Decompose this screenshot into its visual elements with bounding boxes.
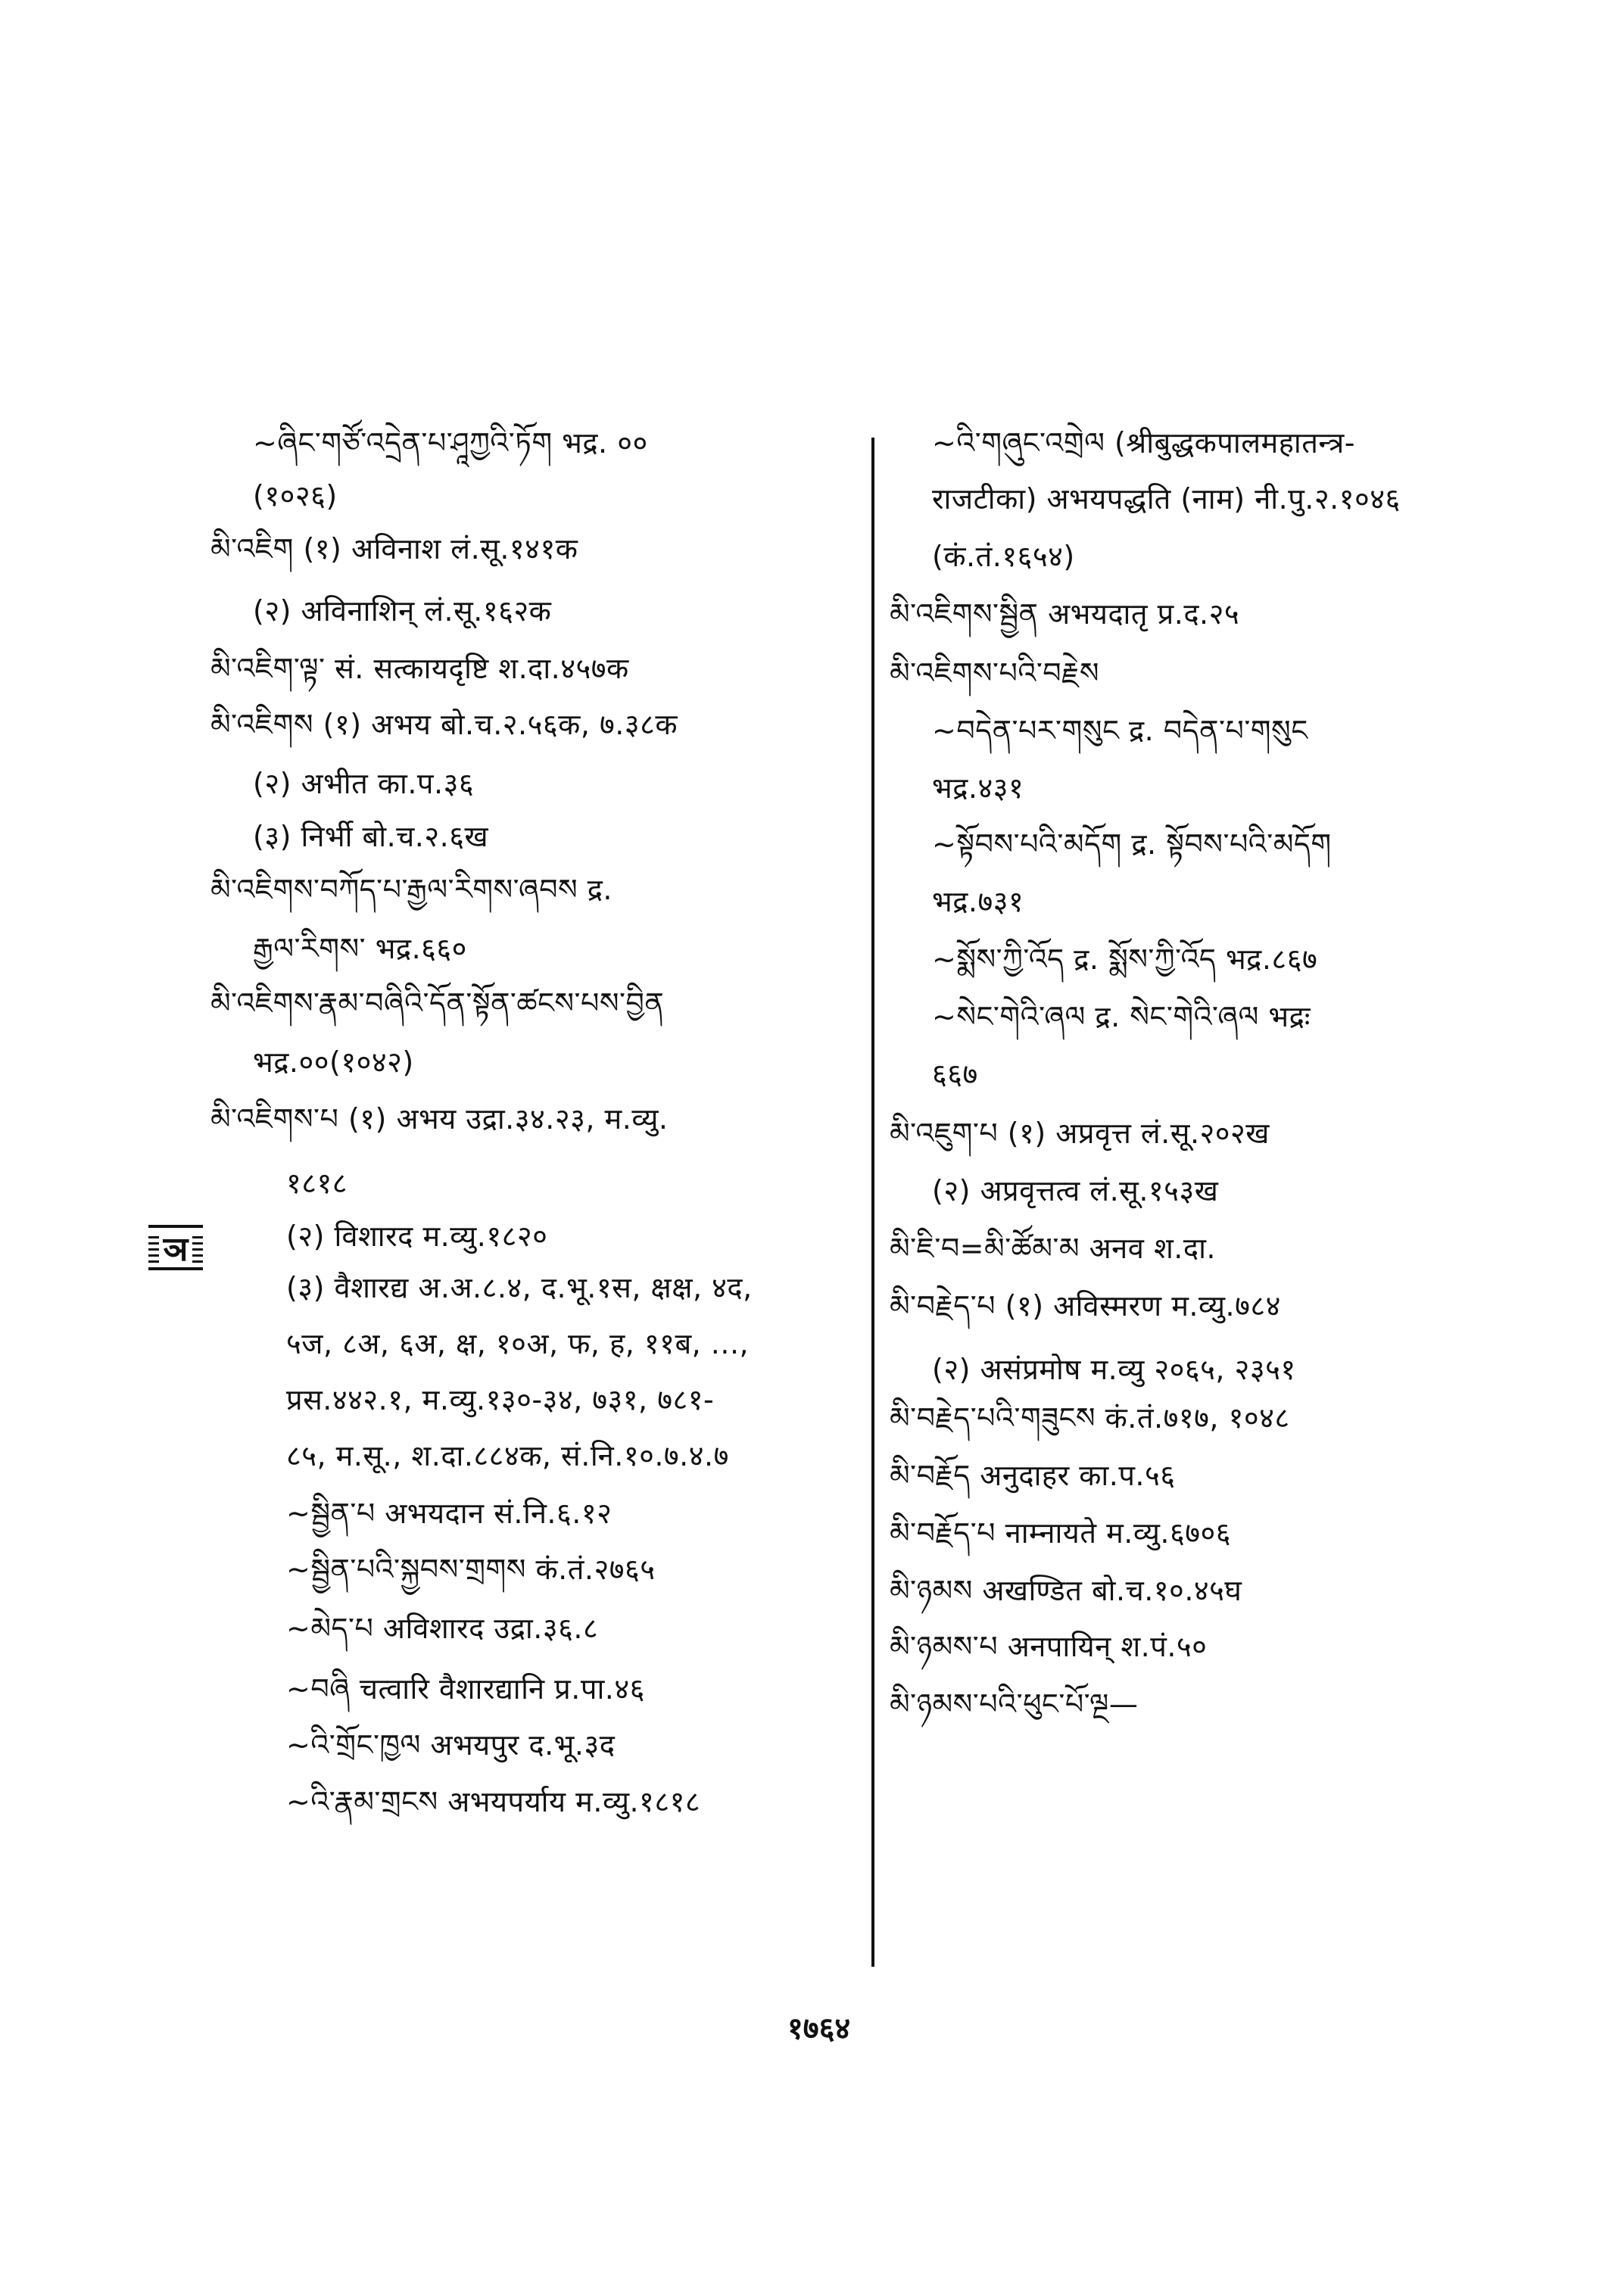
dictionary-entry-line: ८५, म.सू., श.दा.८८४क, सं.नि.१०.७.४.७ (286, 1439, 729, 1472)
dictionary-entry-line: (२) विशारद म.व्यु.१८२० (286, 1220, 548, 1253)
dictionary-entry-line: མི་འཇིགས་སྦྱིན अभयदातृ प्र.द.२५ (890, 597, 1240, 631)
dictionary-entry-line: མི་ཉམས अखण्डित बो.च.१०.४५घ (890, 1574, 1242, 1607)
dictionary-entry-line: (२) अविनाशिन् लं.सू.१६२क (253, 594, 552, 628)
dictionary-entry-line: भद्र.४३१ (932, 771, 1024, 805)
dictionary-entry-line: १८१८ (286, 1167, 348, 1200)
dictionary-entry-line: རྒྱལ་རིགས་ भद्र.६६० (253, 932, 467, 965)
dictionary-entry-line: ~སྟོབས་པའི་མདོག द्र. སྟོབས་པའི་མདོག (932, 827, 1332, 861)
dictionary-entry-line: མི་ཉམས་པ अनपायिन् श.पं.५० (890, 1630, 1208, 1663)
dictionary-entry-line: ~འི་གྲོང་ཁྱལ अभयपुर द.भू.३द (286, 1728, 616, 1762)
dictionary-entry-line: भद्र.००(१०४२) (253, 1045, 414, 1079)
dictionary-entry-line: ~འི་རྣམ་གྲངས अभयपर्याय म.व्यु.१८१८ (286, 1785, 701, 1818)
dictionary-entry-line: མི་བརྗེད་པའི་གཟུངས कं.तं.७१७, १०४८ (890, 1401, 1290, 1435)
dictionary-entry-line: ~སྦྱིན་པའི་སྐྱབས་གྲགས कं.तं.२७६५ (286, 1553, 656, 1586)
dictionary-entry-line: ~བཞི चत्वारि वैशारद्यानि प्र.पा.४६ (286, 1672, 645, 1706)
dictionary-entry-line: राजटीका) अभयपद्धति (नाम) नी.पु.२.१०४६ (932, 482, 1401, 516)
dictionary-entry-line: (१०२६) (253, 479, 338, 512)
dictionary-entry-line: མི་འཇིགས་པ (१) अभय उद्रा.३४.२३, म.व्यु. (210, 1102, 669, 1136)
dictionary-entry-line: ~བདེན་པར་གསུང द्र. བདེན་པ་གསུང (932, 714, 1308, 747)
dictionary-entry-line: མི་འཇིགས (१) अभय बो.च.२.५६क, ७.३८क (210, 708, 678, 741)
dictionary-entry-line: ~སྦྱིན་པ अभयदान सं.नि.६.१२ (286, 1497, 613, 1530)
page-number: १७६४ (787, 2011, 851, 2046)
dictionary-entry-line: མི་འཇིགས་རྣམ་བཞིའི་དོན་སྟོན་ཚངས་པས་བྱིན (210, 986, 665, 1020)
dictionary-entry-line: (३) निर्भी बो.च.२.६ख (253, 820, 489, 853)
dictionary-entry-line: (कं.तं.१६५४) (932, 540, 1075, 573)
dictionary-entry-line: མི་འཇིགས་པའི་བརྗེས (890, 656, 1099, 690)
dictionary-entry-line: भद्र.७३१ (932, 885, 1024, 918)
dictionary-entry-line: མི་བརྗེད་པ (१) अविस्मरण म.व्यु.७८४ (890, 1289, 1281, 1323)
dictionary-entry-line: མི་བརྗོད अनुदाहर का.प.५६ (890, 1459, 1176, 1492)
dictionary-entry-line: (२) अप्रवृत्तत्व लं.सू.१५३ख (932, 1174, 1219, 1207)
dictionary-entry-line: མི་ཉམས་པའི་ཕུང་པོ་ལྔ— (890, 1687, 1139, 1721)
dictionary-entry-line: ~འི་གཞུང་འགྲེལ (श्रीबुद्धकपालमहातन्त्र- (932, 426, 1355, 460)
dictionary-entry-line: མི་བརྗོད་པ नाम्नायते म.व्यु.६७०६ (890, 1516, 1232, 1550)
dictionary-entry-line: མི་འཇུག་པ (१) अप्रवृत्त लं.सू.२०२ख (890, 1117, 1270, 1150)
margin-letter-tab: ञ (148, 1225, 203, 1270)
dictionary-entry-line: (२) अभीत का.प.३६ (253, 767, 475, 800)
dictionary-entry-line: ~མེད་པ अविशारद उद्रा.३६.८ (286, 1612, 599, 1645)
dictionary-entry-line: མི་ཇི་བ=མི་ཚོམ་མ अनव श.दा. (890, 1232, 1216, 1265)
dictionary-entry-line: མི་འཇིག་ལྟ་ सं. सत्कायदृष्टि श.दा.४५७क (210, 652, 629, 685)
dictionary-entry-line: ~ཞིང་གཙོ་འདྲེན་པ་ཤཱཀྱའི་ཏོག भद्र. ०० (253, 426, 648, 460)
dictionary-entry-line: प्रस.४४२.१, म.व्यु.१३०-३४, ७३१, ७८१- (286, 1383, 715, 1416)
dictionary-entry-line: ५ज, ८अ, ६अ, क्ष, १०अ, फ, ह, ११ब, ..., (286, 1327, 750, 1360)
dictionary-entry-line: མི་འཇིགས་བཀོད་པ་རྒྱལ་རིགས་ཞབས द्र. (210, 873, 613, 906)
dictionary-entry-line: (३) वैशारद्य अ.अ.८.४, द.भू.१स, क्षक्ष, ४द, (286, 1271, 753, 1304)
column-divider (871, 438, 874, 1967)
dictionary-entry-line: (२) असंप्रमोष म.व्यु २०६५, २३५१ (932, 1353, 1296, 1386)
dictionary-entry-line: མི་འཇིག (१) अविनाश लं.सू.१४१क (210, 532, 578, 565)
dictionary-entry-line: ~སྨོས་ཀྱི་འོད द्र. སྨོས་ཀྱི་འོད भद्र.८६७ (932, 942, 1318, 976)
dictionary-entry-line: ६६७ (932, 1058, 978, 1091)
dictionary-entry-line: ~སེང་གེའི་ཞལ द्र. སེང་གེའི་ཞལ भद्रः (932, 1000, 1311, 1033)
